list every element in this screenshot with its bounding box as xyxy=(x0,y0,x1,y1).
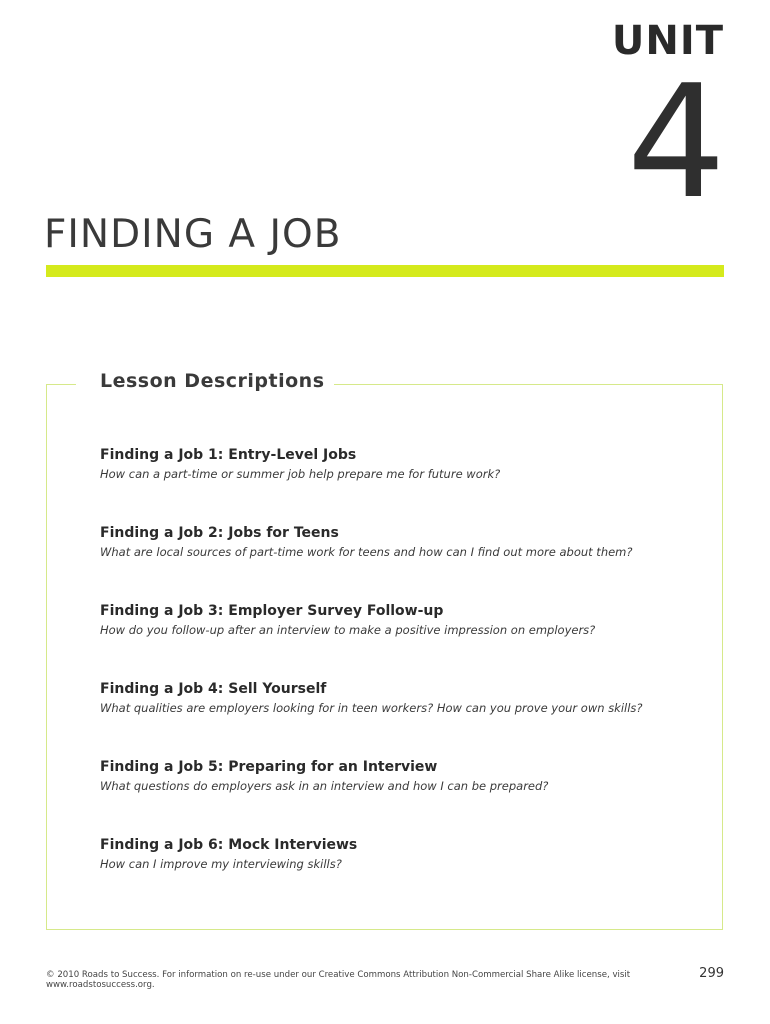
lesson-title: Finding a Job 1: Entry-Level Jobs xyxy=(100,447,357,463)
footer xyxy=(46,966,724,990)
lesson-title: Finding a Job 2: Jobs for Teens xyxy=(100,525,339,541)
lesson-question: What qualities are employers looking for in teen workers? How can you prove your own skills? xyxy=(100,701,643,715)
lesson-item xyxy=(100,602,700,680)
lesson-item xyxy=(100,680,700,758)
page-title: FINDING A JOB xyxy=(44,212,342,257)
lesson-title: Finding a Job 3: Employer Survey Follow-up xyxy=(100,603,444,619)
lesson-descriptions-heading: Lesson Descriptions xyxy=(100,370,325,392)
unit-label: UNIT xyxy=(611,18,724,64)
page-number: 299 xyxy=(699,966,724,981)
lesson-question: How can a part-time or summer job help prepare me for future work? xyxy=(100,467,501,481)
lesson-item xyxy=(100,524,700,602)
lesson-title: Finding a Job 5: Preparing for an Interview xyxy=(100,759,438,775)
lesson-question: What questions do employers ask in an interview and how I can be prepared? xyxy=(100,779,549,793)
lesson-title: Finding a Job 4: Sell Yourself xyxy=(100,681,327,697)
lesson-question: What are local sources of part-time work for teens and how can I find out more about them? xyxy=(100,545,633,559)
lesson-item xyxy=(100,446,700,524)
lesson-question: How do you follow-up after an interview to make a positive impression on employers? xyxy=(100,623,596,637)
footer-copyright: © 2010 Roads to Success. For information on re-use under our Creative Commons Attribution Non-Commercial Share Alike license, visit www.roadstosuccess.org. xyxy=(46,970,631,990)
lesson-list xyxy=(100,446,700,914)
lesson-question: How can I improve my interviewing skills? xyxy=(100,857,342,871)
lesson-item xyxy=(100,758,700,836)
lesson-title: Finding a Job 6: Mock Interviews xyxy=(100,837,358,853)
accent-bar xyxy=(46,265,724,277)
lesson-item xyxy=(100,836,700,914)
unit-number: 4 xyxy=(626,51,726,233)
